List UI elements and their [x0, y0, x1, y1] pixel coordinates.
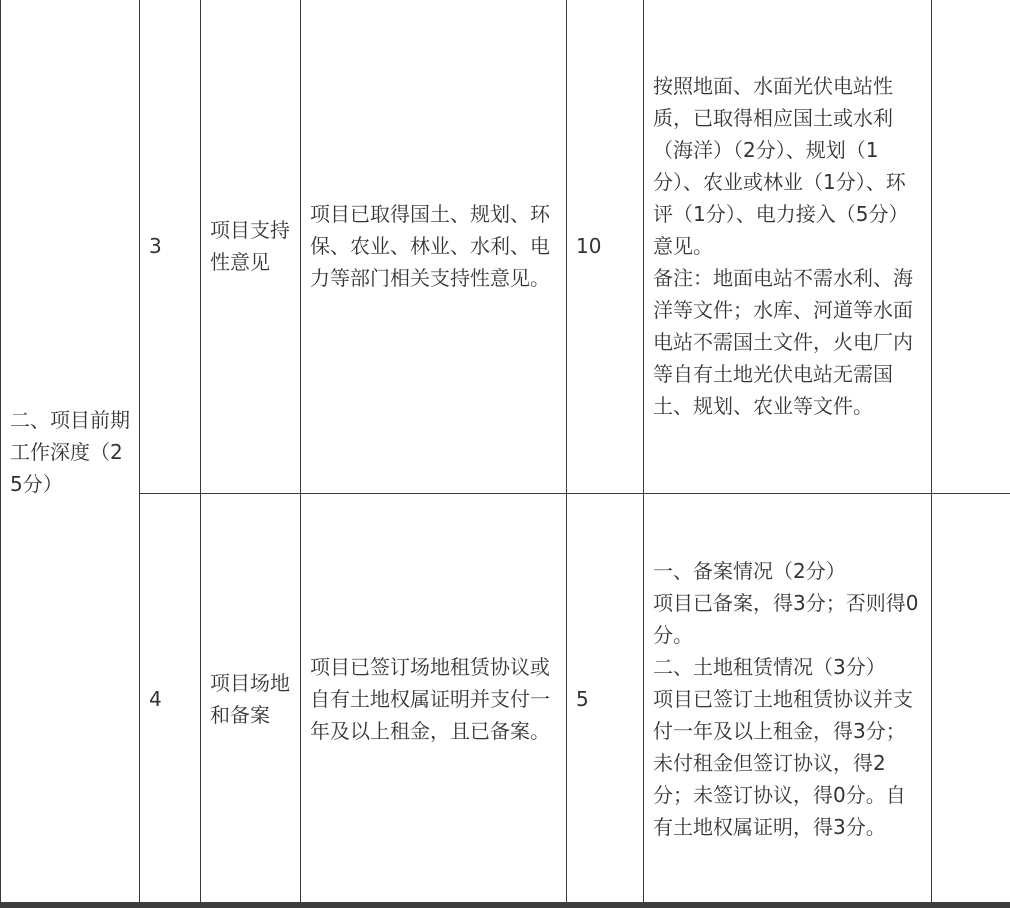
item-cell: 项目场地和备案 — [201, 494, 301, 905]
rules-cell: 按照地面、水面光伏电站性质，已取得相应国土或水利（海洋）（2分）、规划（1分）、农业或林业（1分）、环评（1分）、电力接入（5分）意见。 备注：地面电站不需水利、海洋等文件；水库、河道等水面电站不需国土文件，火电厂内等自有土地光伏电站无需国土、规划、农业等文件。 — [644, 0, 932, 494]
index-cell: 4 — [140, 494, 201, 905]
table-row — [1, 494, 1010, 905]
item-cell: 项目支持性意见 — [201, 0, 301, 494]
bottom-edge-bar — [0, 902, 1010, 908]
category-cell: 二、项目前期工作深度（25分） — [1, 0, 140, 905]
score-cell: 10 — [567, 0, 644, 494]
extra-cell — [932, 0, 1010, 494]
criteria-cell: 项目已取得国土、规划、环保、农业、林业、水利、电力等部门相关支持性意见。 — [301, 0, 567, 494]
index-cell: 3 — [140, 0, 201, 494]
score-cell: 5 — [567, 494, 644, 905]
criteria-cell: 项目已签订场地租赁协议或自有土地权属证明并支付一年及以上租金，且已备案。 — [301, 494, 567, 905]
rules-cell: 一、备案情况（2分） 项目已备案，得3分；否则得0分。 二、土地租赁情况（3分） 项目已签订土地租赁协议并支付一年及以上租金，得3分；未付租金但签订协议，得2分；未签订协议，得0分。自有土地权属证明，得3分。 — [644, 494, 932, 905]
table-row — [1, 0, 1010, 494]
extra-cell — [932, 494, 1010, 905]
